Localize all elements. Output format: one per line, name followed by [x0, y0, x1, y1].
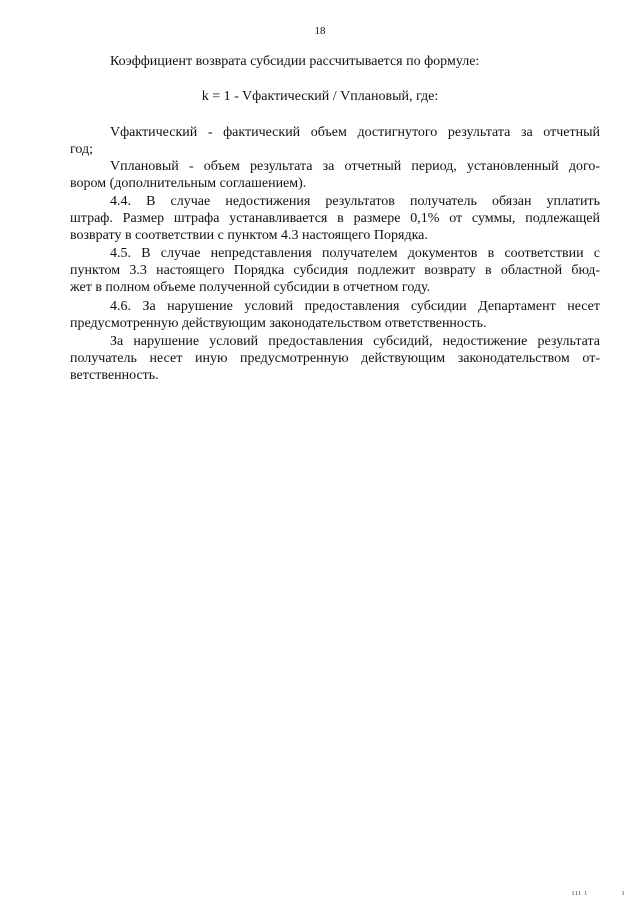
paragraph-line: ветственность. [70, 368, 159, 383]
paragraph-line: Vфактический - фактический объем достигнутого результата за отчетный [110, 125, 600, 140]
paragraph-line: 4.5. В случае непредставления получателем документов в соответствии с [110, 246, 600, 261]
paragraph-line: Vплановый - объем результата за отчетный период, установленный дого- [110, 159, 600, 174]
paragraph-line: штраф. Размер штрафа устанавливается в размере 0,1% от суммы, подлежащей [70, 211, 600, 226]
paragraph-line: возврату в соответствии с пунктом 4.3 настоящего Порядка. [70, 228, 428, 243]
paragraph-line: пунктом 3.3 настоящего Порядка субсидия подлежит возврату в областной бюд- [70, 263, 600, 278]
paragraph-line: получатель несет иную предусмотренную действующим законодательством от- [70, 351, 600, 366]
footer-scan-mark: ı [622, 888, 626, 897]
paragraph-line: 4.6. За нарушение условий предоставления субсидии Департамент несет [110, 299, 600, 314]
page-number: 18 [314, 25, 326, 37]
paragraph-line: предусмотренную действующим законодательством ответственность. [70, 316, 487, 331]
paragraph-line: 4.4. В случае недостижения результатов получатель обязан уплатить [110, 194, 600, 209]
intro-text: Коэффициент возврата субсидии рассчитывается по формуле: [110, 54, 480, 69]
paragraph-line: вором (дополнительным соглашением). [70, 176, 307, 191]
paragraph-line: год; [70, 142, 94, 157]
paragraph-line: За нарушение условий предоставления субсидий, недостижение результата [110, 334, 600, 349]
paragraph-line: жет в полном объеме полученной субсидии в отчетном году. [70, 280, 431, 295]
formula: k = 1 - Vфактический / Vплановый, где: [201, 89, 439, 104]
footer-scan-mark: ııı ı [572, 888, 588, 897]
